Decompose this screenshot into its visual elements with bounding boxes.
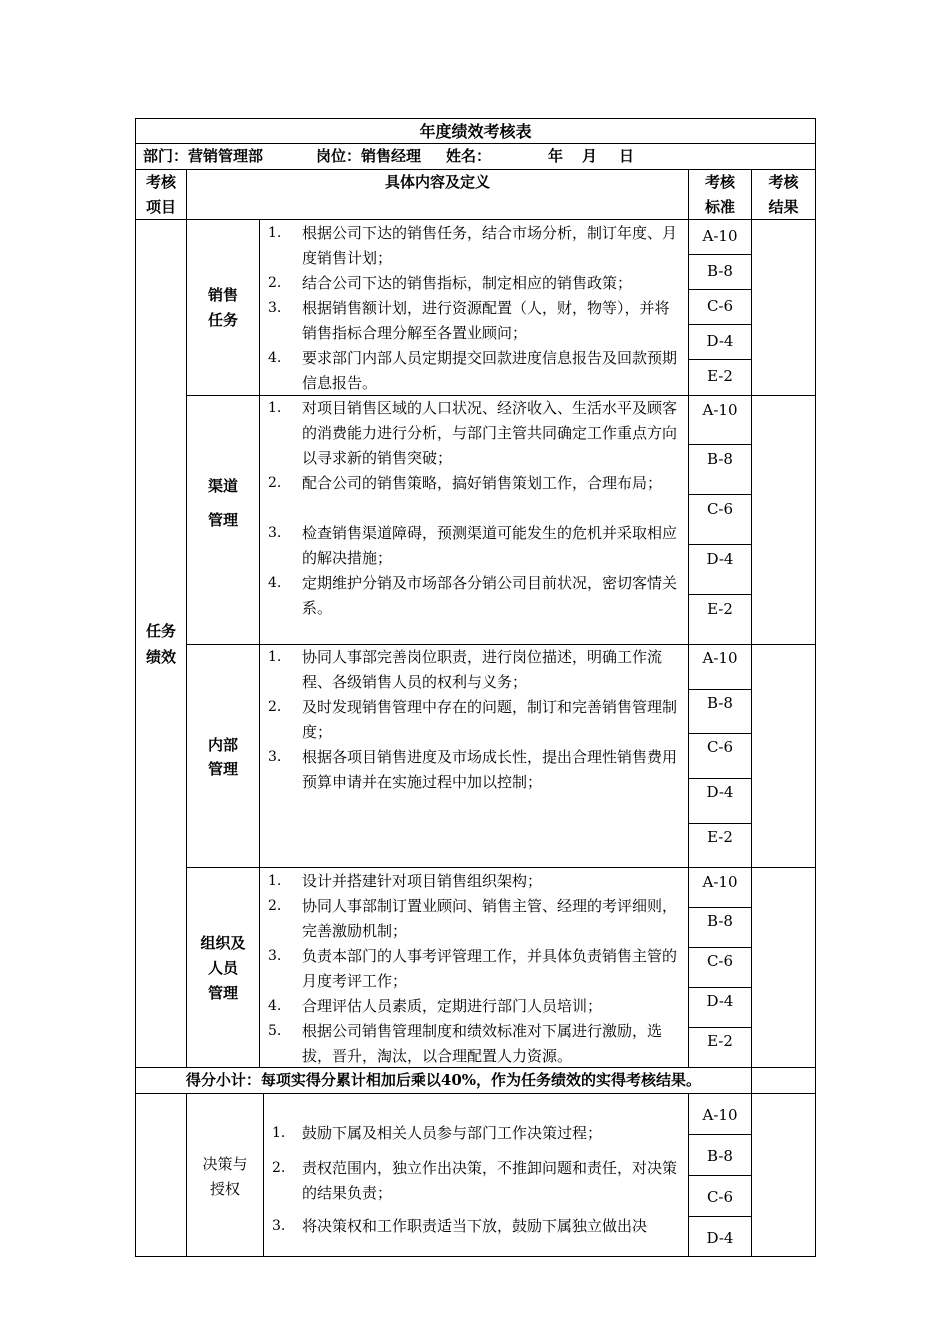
grade-c: C-6 xyxy=(706,1188,734,1206)
section-sales-task-name-1: 销售 xyxy=(207,286,238,304)
grade-c: C-6 xyxy=(706,738,734,756)
grade-e: E-2 xyxy=(707,367,733,385)
grade-d: D-4 xyxy=(706,992,734,1010)
item-text: 设计并搭建针对项目销售组织架构； xyxy=(302,872,543,890)
item-number: 2. xyxy=(272,1160,286,1176)
grade-a: A-10 xyxy=(702,873,738,891)
item-text: 结合公司下达的销售指标，制定相应的销售政策； xyxy=(302,274,633,292)
subtotal-note: 得分小计：每项实得分累计相加后乘以40%，作为任务绩效的实得考核结果。 xyxy=(185,1071,702,1089)
month-label: 月 xyxy=(582,147,598,165)
item-number: 2. xyxy=(268,275,282,291)
item-text: 对项目销售区域的人口状况、经济收入、生活水平及顾客的消费能力进行分析，与部门主管共同确定工作重点方向以寻求新的销售突破； xyxy=(302,399,678,467)
position-label: 岗位：销售经理 xyxy=(316,147,422,165)
item-number: 3. xyxy=(268,749,282,765)
item-number: 2. xyxy=(268,699,282,715)
section-decision-name-2: 授权 xyxy=(209,1180,240,1198)
section-internal-name-1: 内部 xyxy=(207,736,238,754)
section-decision-name-1: 决策与 xyxy=(202,1155,248,1173)
item-text: 及时发现销售管理中存在的问题，制订和完善销售管理制度； xyxy=(302,698,678,741)
section-internal-name-2: 管理 xyxy=(207,760,238,778)
col-standard-line2: 标准 xyxy=(704,198,735,216)
item-number: 1. xyxy=(268,400,282,416)
day-label: 日 xyxy=(619,147,635,165)
col-result-line2: 结果 xyxy=(768,198,799,216)
grade-d: D-4 xyxy=(706,332,734,350)
item-number: 1. xyxy=(268,873,282,889)
item-text: 根据公司销售管理制度和绩效标准对下属进行激励，选拔，晋升，淘汰，以合理配置人力资源。 xyxy=(302,1022,663,1065)
grade-a: A-10 xyxy=(702,227,738,245)
year-label: 年 xyxy=(548,147,564,165)
item-text: 协同人事部完善岗位职责，进行岗位描述，明确工作流程、各级销售人员的权利与义务； xyxy=(302,648,663,691)
col-result-line1: 考核 xyxy=(768,173,799,191)
col-item-line1: 考核 xyxy=(145,173,176,191)
grade-b: B-8 xyxy=(707,450,733,468)
item-text: 合理评估人员素质，定期进行部门人员培训； xyxy=(302,997,603,1015)
item-number: 2. xyxy=(268,475,282,491)
item-text: 配合公司的销售策略，搞好销售策划工作，合理布局； xyxy=(302,474,663,492)
section-channel-name-1: 渠道 xyxy=(207,477,238,495)
grade-e: E-2 xyxy=(707,1032,733,1050)
department-label: 部门：营销管理部 xyxy=(143,147,264,165)
grade-d: D-4 xyxy=(706,550,734,568)
col-content-header: 具体内容及定义 xyxy=(384,173,490,191)
section-sales-task-name-2: 任务 xyxy=(207,311,238,329)
item-number: 1. xyxy=(272,1125,286,1141)
item-text: 责权范围内，独立作出决策，不推卸问题和责任，对决策的结果负责； xyxy=(302,1159,678,1202)
item-text: 协同人事部制订置业顾问、销售主管、经理的考评细则，完善激励机制； xyxy=(302,897,678,940)
item-number: 4. xyxy=(268,998,282,1014)
col-item-line2: 项目 xyxy=(145,198,176,216)
group-label-line1: 任务 xyxy=(145,622,176,640)
grade-c: C-6 xyxy=(706,952,734,970)
item-number: 4. xyxy=(268,575,282,591)
grade-a: A-10 xyxy=(702,1106,738,1124)
item-number: 4. xyxy=(268,350,282,366)
grade-a: A-10 xyxy=(702,649,738,667)
grade-d: D-4 xyxy=(706,783,734,801)
item-number: 3. xyxy=(268,300,282,316)
item-text: 鼓励下属及相关人员参与部门工作决策过程； xyxy=(302,1124,603,1142)
item-number: 5. xyxy=(268,1023,282,1039)
item-text: 检查销售渠道障碍，预测渠道可能发生的危机并采取相应的解决措施； xyxy=(302,524,678,567)
item-number: 3. xyxy=(268,948,282,964)
item-number: 1. xyxy=(268,649,282,665)
grade-b: B-8 xyxy=(707,912,733,930)
item-text: 根据销售额计划，进行资源配置（人，财，物等），并将销售指标合理分解至各置业顾问； xyxy=(302,299,670,342)
item-text: 定期维护分销及市场部各分销公司目前状况，密切客情关系。 xyxy=(302,574,678,617)
item-number: 3. xyxy=(268,525,282,541)
section-org-name-2: 人员 xyxy=(207,959,238,977)
grade-e: E-2 xyxy=(707,828,733,846)
item-number: 3. xyxy=(272,1218,286,1234)
section-org-name-1: 组织及 xyxy=(200,934,246,952)
grade-e: E-2 xyxy=(707,600,733,618)
grade-c: C-6 xyxy=(706,297,734,315)
grade-b: B-8 xyxy=(707,694,733,712)
grade-a: A-10 xyxy=(702,401,738,419)
section-org-name-3: 管理 xyxy=(207,984,238,1002)
grade-b: B-8 xyxy=(707,262,733,280)
item-number: 2. xyxy=(268,898,282,914)
grade-d: D-4 xyxy=(706,1229,734,1247)
form-title: 年度绩效考核表 xyxy=(419,122,532,141)
item-text: 要求部门内部人员定期提交回款进度信息报告及回款预期信息报告。 xyxy=(302,349,678,392)
group-label-line2: 绩效 xyxy=(145,648,176,666)
col-standard-line1: 考核 xyxy=(704,173,735,191)
item-text: 负责本部门的人事考评管理工作，并具体负责销售主管的月度考评工作； xyxy=(302,947,678,990)
section-channel-name-2: 管理 xyxy=(207,511,238,529)
name-label: 姓名： xyxy=(446,147,492,165)
item-number: 1. xyxy=(268,225,282,241)
item-text: 根据公司下达的销售任务，结合市场分析，制订年度、月度销售计划； xyxy=(302,224,678,267)
grade-b: B-8 xyxy=(707,1147,733,1165)
item-text: 将决策权和工作职责适当下放，鼓励下属独立做出决 xyxy=(302,1217,648,1235)
item-text: 根据各项目销售进度及市场成长性，提出合理性销售费用预算申请并在实施过程中加以控制； xyxy=(302,748,678,791)
grade-c: C-6 xyxy=(706,500,734,518)
